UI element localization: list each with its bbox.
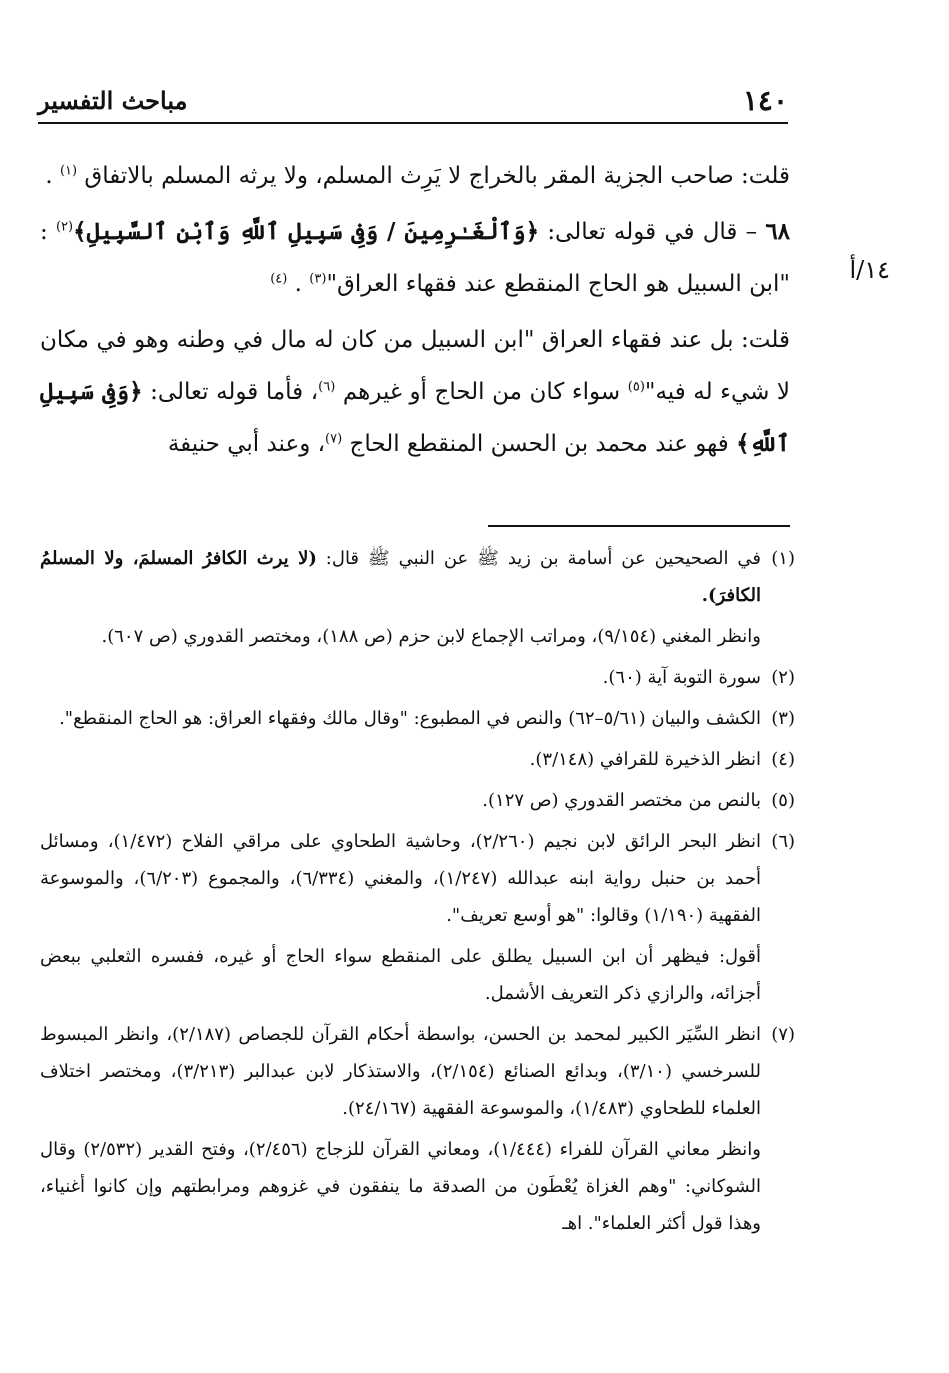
footnote-6-comment — [40, 938, 795, 1012]
footnote-number: (٧) — [771, 1024, 795, 1045]
footnote-text: بالنص من مختصر القدوري (ص ١٢٧). — [482, 790, 761, 811]
paragraph-2-text: : "ابن السبيل هو الحاج المنقطع عند فقهاء العراق" — [40, 219, 790, 297]
footnote-ref-4: (٤) — [270, 271, 288, 287]
footnote-text: انظر البحر الرائق لابن نجيم (٢/٢٦٠)، وحاشية الطحاوي على مراقي الفلاح (١/٤٧٢)، ومسائل أحمد بن حنبل رواية ابنه عبدالله (١/٢٤٧)، والمغني (٦/٣٣٤)، والمجموع (٦/٢٠٣)، والموسوعة الفقهية (١/١٩٠) وقالوا: "هو أوسع تعريف". — [40, 831, 762, 926]
paragraph-3-text-b: سواء كان من الحاج أو غيرهم — [342, 379, 621, 405]
paragraph-3-text-a: قلت: بل عند فقهاء العراق "ابن السبيل من كان له مال في وطنه وهو في مكان لا شيء له فيه" — [40, 327, 791, 405]
footnote-ref-6: (٦) — [318, 379, 336, 395]
footnote-2 — [40, 659, 795, 696]
footnote-text: انظر السِّيَر الكبير لمحمد بن الحسن، بواسطة أحكام القرآن للجصاص (٢/١٨٧)، وانظر المبسوط للسرخسي (٣/١٠)، وبدائع الصنائع (٢/١٥٤)، والاستذكار لابن عبدالبر (٣/٢١٣)، ومختصر اختلاف العلماء للطحاوي (١/٤٨٣)، والموسوعة الفقهية (٢٤/١٦٧). — [40, 1024, 761, 1119]
quran-verse-2: ﴿وَفِى سَبِيلِ ٱللَّهِ﴾ — [40, 378, 790, 457]
main-text — [40, 150, 790, 470]
footnote-divider — [488, 525, 790, 527]
paragraph-2-intro: – قال في قوله تعالى: — [547, 219, 758, 245]
footnote-ref-7: (٧) — [325, 431, 343, 447]
footnote-number: (٢) — [771, 667, 795, 688]
entry-number: ٦٨ — [765, 218, 791, 245]
paragraph-1: قلت: صاحب الجزية المقر بالخراج لا يَرِث المسلم، ولا يرثه المسلم بالاتفاق $^{(١)}$ . — [45, 163, 790, 189]
footnote-6 — [40, 823, 795, 934]
footnote-7 — [40, 1016, 795, 1127]
footnote-4 — [40, 741, 795, 778]
footnote-text: في الصحيحين عن أسامة بن زيد ﷺ عن النبي ﷺ قال: — [325, 548, 761, 569]
page-number: ١٤٠ — [742, 84, 788, 117]
page-header — [38, 84, 788, 124]
footnote-text: وانظر معاني القرآن للفراء (١/٤٤٤)، ومعاني القرآن للزجاج (٢/٤٥٦)، وفتح القدير (٢/٥٣٢) وقال الشوكاني: "وهم الغزاة يُعْطَون من الصدقة ما ينفقون في غزوهم ومرابطتهم وإن كانوا أغنياء، وهذا قول أكثر العلماء". اهـ — [40, 1139, 761, 1234]
footnote-number: (٤) — [771, 749, 795, 770]
footnote-3 — [40, 700, 795, 737]
footnote-number: (١) — [771, 548, 795, 569]
hadith-text: (لا يرث الكافرُ المسلمَ، ولا المسلمُ الكافرَ). — [40, 548, 761, 606]
paragraph-3-text-c: ، فأما قوله تعالى: — [150, 379, 319, 405]
running-title: مباحث التفسير — [38, 86, 188, 115]
footnote-text: سورة التوبة آية (٦٠). — [602, 667, 761, 688]
paragraph-3-text-d: فهو عند محمد بن الحسن المنقطع الحاج — [349, 431, 729, 457]
footnote-text: الكشف والبيان (٥/٦١–٦٢) والنص في المطبوع: "وقال مالك وفقهاء العراق: هو الحاج المنقطع". — [59, 708, 761, 729]
footnote-text: وانظر المغني (٩/١٥٤)، ومراتب الإجماع لابن حزم (ص ١٨٨)، ومختصر القدوري (ص ٦٠٧). — [101, 626, 761, 647]
paragraph-3-text-e: ، وعند أبي حنيفة — [167, 431, 326, 457]
footnote-ref-2: (٢) — [55, 219, 74, 235]
manuscript-folio-reference: ١٤/أ — [849, 256, 890, 284]
footnote-ref-3: (٣) — [309, 271, 327, 287]
footnote-5 — [40, 782, 795, 819]
footnote-ref-1: (١) — [59, 163, 78, 179]
footnote-number: (٥) — [771, 790, 795, 811]
footnote-number: (٣) — [771, 708, 795, 729]
footnote-1-continued — [40, 618, 795, 655]
quran-verse: ﴿وَٱلْغَـٰرِمِينَ / وَفِى سَبِيلِ ٱللَّهِ وَٱبْنِ ٱلسَّبِيلِ﴾ — [73, 218, 540, 245]
footnote-text: انظر الذخيرة للقرافي (٣/١٤٨). — [529, 749, 761, 770]
footnote-1 — [40, 540, 795, 614]
footnote-ref-5: (٥) — [627, 379, 645, 395]
footnotes — [40, 540, 795, 1246]
paragraph-2: ٦٨ – قال في قوله تعالى: ﴿وَٱلْغَـٰرِمِينَ / وَفِى سَبِيلِ ٱللَّهِ وَٱبْنِ ٱلسَّبِيلِ﴾$^{(٢)}$ : "ابن السبيل هو الحاج المنقطع عند فقهاء العراق"$^{(٣)}$ . $^{(٤)}$ — [40, 218, 791, 297]
footnote-text: أقول: فيظهر أن ابن السبيل يطلق على المنقطع سواء الحاج أو غيره، ففسره الثعلبي ببعض أجزائه، والرازي ذكر التعريف الأشمل. — [40, 946, 761, 1004]
footnote-number: (٦) — [771, 831, 796, 852]
paragraph-3 — [40, 314, 790, 470]
paragraph-1-text: قلت: صاحب الجزية المقر بالخراج لا يَرِث المسلم، ولا يرثه المسلم بالاتفاق — [84, 163, 790, 189]
footnote-7-continued — [40, 1131, 795, 1242]
